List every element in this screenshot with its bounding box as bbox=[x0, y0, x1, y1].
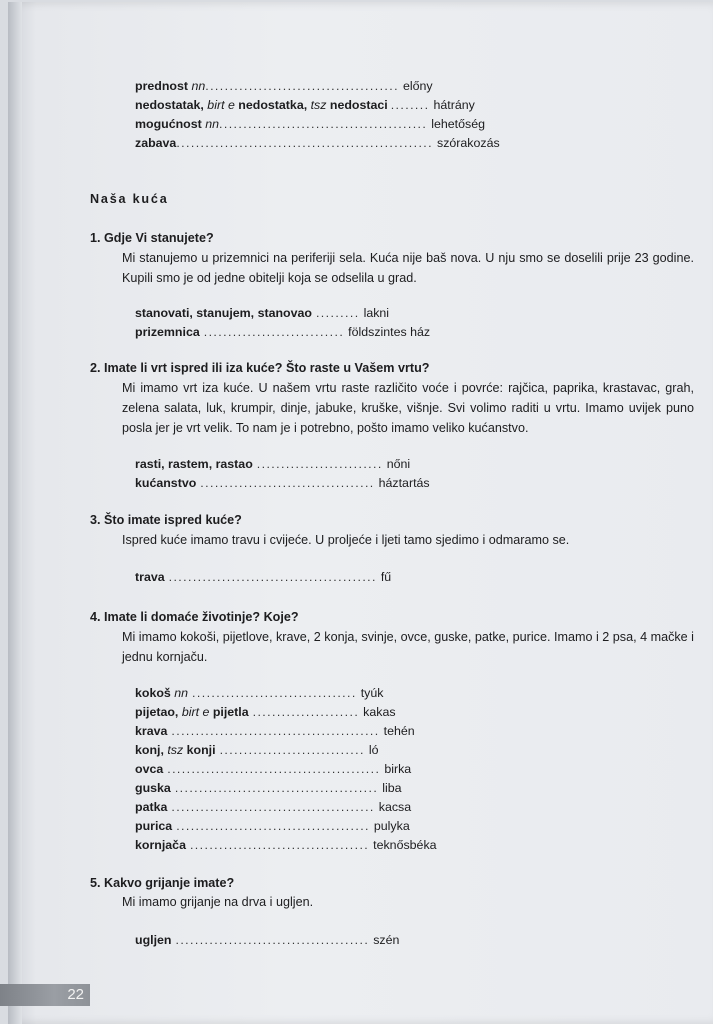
vocab-list-5 bbox=[135, 931, 399, 950]
vocab-row bbox=[135, 455, 430, 474]
vocab-croatian: nedostatak, birt e nedostatka, tsz nedostaci bbox=[135, 98, 388, 112]
vocab-dots: ........................................... bbox=[168, 570, 377, 584]
vocab-hungarian: szórakozás bbox=[437, 136, 500, 150]
vocab-hungarian: teknősbéka bbox=[373, 838, 437, 852]
vocab-row bbox=[135, 798, 437, 817]
vocab-croatian: prizemnica bbox=[135, 325, 200, 339]
vocab-row bbox=[135, 684, 437, 703]
vocab-hungarian: tehén bbox=[383, 724, 415, 738]
vocab-hungarian: ló bbox=[368, 743, 379, 757]
vocab-dots: ........................................ bbox=[175, 933, 370, 947]
vocab-dots: ..................................................... bbox=[176, 136, 433, 150]
vocab-croatian: mogućnost nn bbox=[135, 117, 220, 131]
question-2: 2. Imate li vrt ispred ili iza kuće? Što raste u Vašem vrtu? bbox=[90, 361, 430, 375]
vocab-dots: ........ bbox=[390, 98, 430, 112]
vocab-dots: .................................... bbox=[200, 476, 375, 490]
vocab-row bbox=[135, 836, 437, 855]
question-3: 3. Što imate ispred kuće? bbox=[90, 513, 242, 527]
vocab-dots: .......................................... bbox=[171, 800, 375, 814]
vocab-row bbox=[135, 817, 437, 836]
vocab-croatian: guska bbox=[135, 781, 171, 795]
vocab-row bbox=[135, 760, 437, 779]
vocab-hungarian: szén bbox=[373, 933, 400, 947]
vocab-hungarian: nőni bbox=[386, 457, 411, 471]
vocab-dots: ........................................ bbox=[205, 79, 399, 93]
vocab-dots: ......... bbox=[315, 306, 360, 320]
answer-2: Mi imamo vrt iza kuće. U našem vrtu raste različito voće i povrće: rajčica, paprika, krastavac, grah, zelena salata, luk, krumpir, dinje, jabuke, kruške, višnje. Svi volimo raditi u vrtu. Imamo uvijek puno posla jer je vrt velik. To nam je i potrebno, pošto imamo veliko kućanstvo. bbox=[122, 381, 694, 435]
vocab-row bbox=[135, 96, 500, 115]
vocab-hungarian: hátrány bbox=[433, 98, 475, 112]
vocab-list-1 bbox=[135, 304, 430, 342]
vocab-hungarian: liba bbox=[382, 781, 402, 795]
answer-3: Ispred kuće imamo travu i cvijeće. U proljeće i ljeti tamo sjedimo i odmaramo se. bbox=[122, 533, 570, 547]
page-spine bbox=[8, 2, 22, 1024]
vocab-dots: .............................. bbox=[219, 743, 365, 757]
vocab-dots: .................................. bbox=[192, 686, 357, 700]
question-5: 5. Kakvo grijanje imate? bbox=[90, 876, 235, 890]
vocab-hungarian: lakni bbox=[363, 306, 390, 320]
vocab-list-3 bbox=[135, 568, 391, 587]
vocab-croatian: ovca bbox=[135, 762, 164, 776]
vocab-row bbox=[135, 931, 399, 950]
vocab-dots: ........................................ bbox=[176, 819, 370, 833]
vocab-croatian: stanovati, stanujem, stanovao bbox=[135, 306, 312, 320]
vocab-list-2 bbox=[135, 455, 430, 493]
vocab-row bbox=[135, 568, 391, 587]
vocab-dots: ............................. bbox=[203, 325, 345, 339]
vocab-row bbox=[135, 703, 437, 722]
vocab-row bbox=[135, 115, 500, 134]
vocab-dots: ........................................... bbox=[219, 117, 428, 131]
question-1: 1. Gdje Vi stanujete? bbox=[90, 231, 214, 245]
vocab-croatian: rasti, rastem, rastao bbox=[135, 457, 253, 471]
vocab-croatian: patka bbox=[135, 800, 168, 814]
vocab-croatian: kućanstvo bbox=[135, 476, 197, 490]
vocab-dots: .......................................... bbox=[174, 781, 379, 795]
vocab-hungarian: előny bbox=[402, 79, 433, 93]
vocab-hungarian: háztartás bbox=[378, 476, 430, 490]
vocab-row bbox=[135, 134, 500, 153]
vocab-row bbox=[135, 77, 500, 96]
vocab-hungarian: fű bbox=[380, 570, 392, 584]
vocab-dots: ..................................... bbox=[189, 838, 370, 852]
vocab-dots: ........................................... bbox=[171, 724, 380, 738]
vocab-croatian: zabava bbox=[135, 136, 177, 150]
vocab-row bbox=[135, 323, 430, 342]
vocab-croatian: trava bbox=[135, 570, 165, 584]
vocab-row bbox=[135, 474, 430, 493]
vocab-dots: ............................................ bbox=[167, 762, 381, 776]
vocab-hungarian: pulyka bbox=[373, 819, 410, 833]
vocab-hungarian: földszintes ház bbox=[348, 325, 431, 339]
vocab-row bbox=[135, 304, 430, 323]
vocab-hungarian: tyúk bbox=[360, 686, 384, 700]
vocab-row bbox=[135, 722, 437, 741]
page-number: 22 bbox=[0, 984, 90, 1006]
vocab-dots: .......................... bbox=[256, 457, 383, 471]
vocab-list-4 bbox=[135, 684, 437, 855]
vocab-croatian: kokoš nn bbox=[135, 686, 189, 700]
vocab-hungarian: birka bbox=[384, 762, 412, 776]
vocab-croatian: konj, tsz konji bbox=[135, 743, 216, 757]
answer-4: Mi imamo kokoši, pijetlove, krave, 2 konja, svinje, ovce, guske, patke, purice. Imamo i 2 psa, 4 mačke i jednu kornjaču. bbox=[122, 630, 694, 664]
question-4: 4. Imate li domaće životinje? Koje? bbox=[90, 610, 299, 624]
vocab-hungarian: lehetőség bbox=[431, 117, 485, 131]
vocab-row bbox=[135, 779, 437, 798]
vocab-croatian: krava bbox=[135, 724, 168, 738]
vocab-croatian: prednost nn bbox=[135, 79, 206, 93]
section-title: Naša kuća bbox=[90, 192, 169, 206]
vocab-croatian: kornjača bbox=[135, 838, 186, 852]
vocab-row bbox=[135, 741, 437, 760]
vocab-croatian: pijetao, birt e pijetla bbox=[135, 705, 249, 719]
vocab-croatian: ugljen bbox=[135, 933, 172, 947]
vocab-hungarian: kakas bbox=[363, 705, 396, 719]
vocab-list-top bbox=[135, 77, 500, 153]
vocab-croatian: purica bbox=[135, 819, 173, 833]
vocab-dots: ...................... bbox=[252, 705, 360, 719]
vocab-hungarian: kacsa bbox=[378, 800, 412, 814]
answer-1: Mi stanujemo u prizemnici na periferiji sela. Kuća nije baš nova. U nju smo se doselili prije 23 godine. Kupili smo je od jedne obitelji koja se odselila u grad. bbox=[122, 251, 694, 285]
answer-5: Mi imamo grijanje na drva i ugljen. bbox=[122, 895, 314, 909]
